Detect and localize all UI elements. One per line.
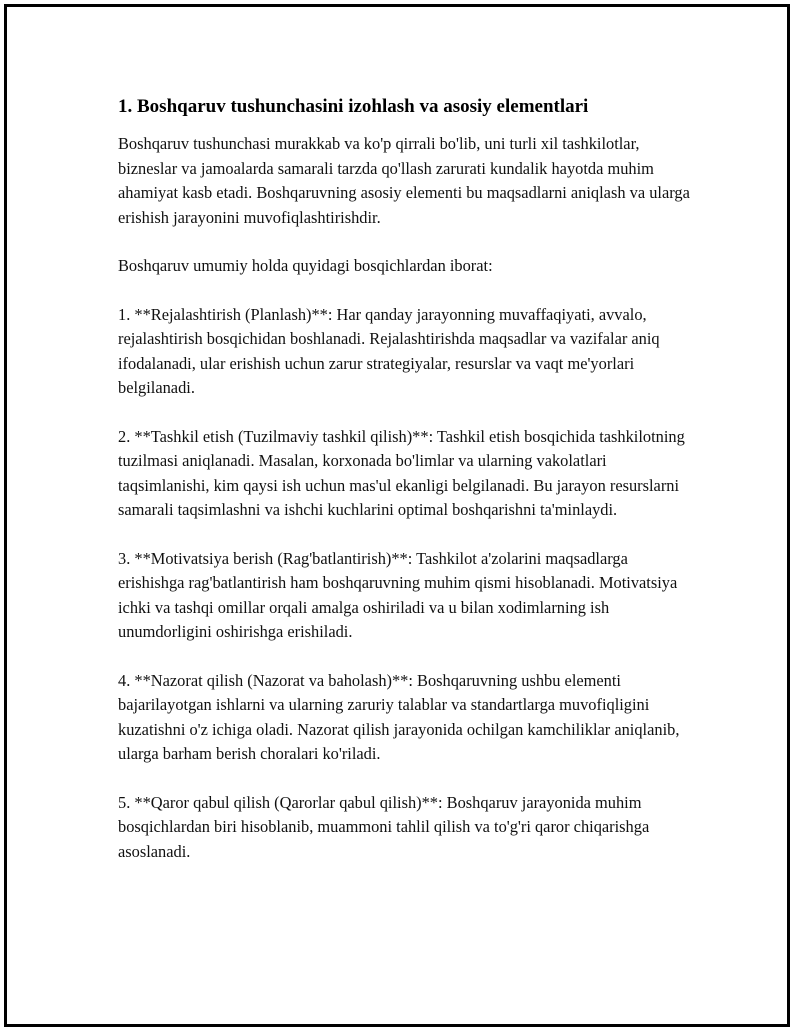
document-body [118,94,698,888]
stage-organizing-paragraph: 2. **Tashkil etish (Tuzilmaviy tashkil qilish)**: Tashkil etish bosqichida tashkilotning tuzilmasi aniqlanadi. Masalan, korxonada bo'limlar va ularning vakolatlari taqsimlanishi, kim qaysi ish uchun mas'ul ekanligi belgilanadi. Bu jarayon resurslarni samarali taqsimlashni va ishchi kuchlarini optimal boshqarishni ta'minlaydi. [118,426,685,519]
stages-lead-paragraph: Boshqaruv umumiy holda quyidagi bosqichlardan iborat: [118,256,493,275]
stage-motivation-paragraph: 3. **Motivatsiya berish (Rag'batlantirish)**: Tashkilot a'zolarini maqsadlarga erishishga rag'batlantirish ham boshqaruvning muhim qismi hisoblanadi. Motivatsiya ichki va tashqi omillar orqali amalga oshiriladi va u bilan xodimlarning ish unumdorligini oshirishga erishiladi. [118,548,678,641]
intro-paragraph: Boshqaruv tushunchasi murakkab va ko'p qirrali bo'lib, uni turli xil tashkilotlar, bizneslar va jamoalarda samarali tarzda qo'llash zarurati kundalik hayotda muhim ahamiyat kasb etadi. Boshqaruvning asosiy elementi bu maqsadlarni aniqlash va ularga erishish jarayonini muvofiqlashtirishdir. [118,134,690,227]
stage-decision-paragraph: 5. **Qaror qabul qilish (Qarorlar qabul qilish)**: Boshqaruv jarayonida muhim bosqichlardan biri hisoblanib, muammoni tahlil qilish va to'g'ri qaror chiqarishga asoslanadi. [118,792,650,861]
stage-planning-paragraph: 1. **Rejalashtirish (Planlash)**: Har qanday jarayonning muvaffaqiyati, avvalo, rejalashtirish bosqichidan boshlanadi. Rejalashtirishda maqsadlar va vazifalar aniq ifodalanadi, ular erishish uchun zarur strategiyalar, resurslar va vaqt me'yorlari belgilanadi. [118,304,660,397]
document-heading: 1. Boshqaruv tushunchasini izohlash va asosiy elementlari [118,96,589,117]
stage-control-paragraph: 4. **Nazorat qilish (Nazorat va baholash)**: Boshqaruvning ushbu elementi bajarilayotgan ishlarni va ularning zaruriy talablar va standartlarga muvofiqligini kuzatishni o'z ichiga oladi. Nazorat qilish jarayonida ochilgan kamchiliklar aniqlanib, ularga barham berish choralari ko'riladi. [118,670,680,763]
